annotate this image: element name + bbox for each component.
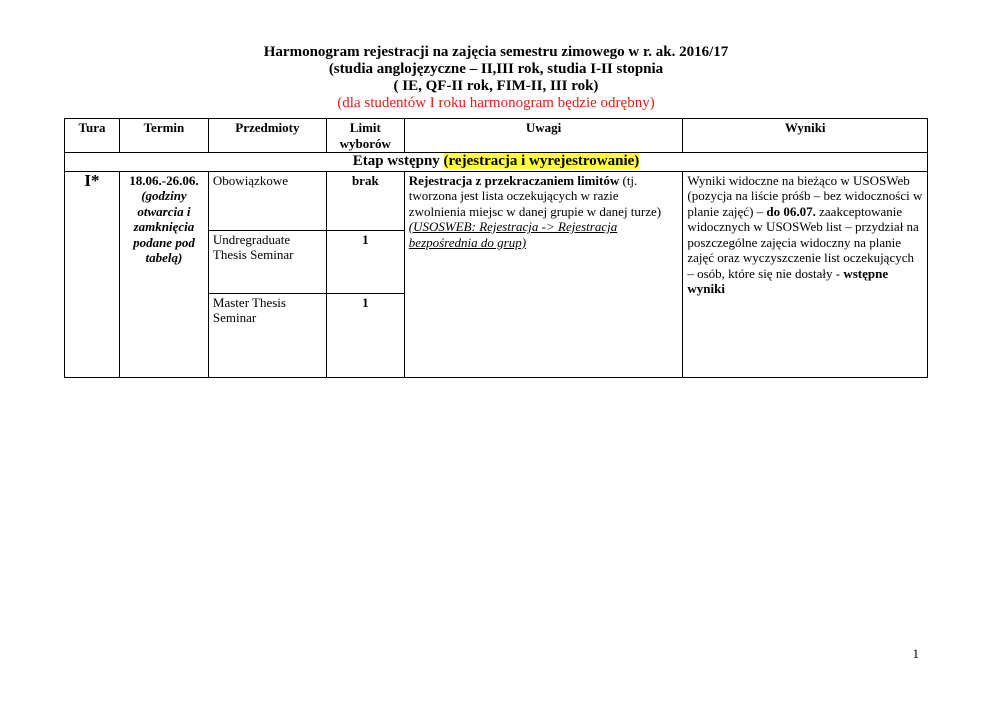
wyniki-text-1: Wyniki widoczne na bieżąco w USOSWeb (pozycja na liście próśb – bez widoczności w planie zajęć) – bbox=[687, 172, 923, 219]
uwagi-text: (tj. tworzona jest lista oczekujących w razie zwolnienia miejsc w danej grupie w danej turze) bbox=[408, 172, 662, 219]
uwagi-bold: Rejestracja z przekraczaniem limitów bbox=[408, 172, 620, 188]
termin-cell bbox=[119, 171, 208, 377]
title-line-1: Harmonogram rejestracji na zajęcia semestru zimowego w r. ak. 2016/17 bbox=[263, 44, 729, 60]
header-limit: Limit wyborów bbox=[326, 119, 404, 153]
header-przedmioty: Przedmioty bbox=[208, 119, 326, 153]
stage-prefix: Etap wstępny bbox=[352, 153, 440, 169]
header-wyniki: Wyniki bbox=[683, 119, 928, 153]
uwagi-cell bbox=[404, 171, 683, 377]
termin-date: 18.06.-26.06. bbox=[129, 172, 199, 188]
table-row bbox=[65, 171, 928, 230]
document-title bbox=[0, 44, 992, 112]
limit-cell: 1 bbox=[326, 230, 404, 293]
limit-cell: 1 bbox=[326, 293, 404, 377]
termin-note: (godziny otwarcia i zamknięcia podane pod tabelą) bbox=[133, 188, 195, 265]
subject-cell: Obowiązkowe bbox=[208, 171, 326, 230]
title-line-3: ( IE, QF-II rok, FIM-II, III rok) bbox=[393, 78, 599, 94]
limit-cell: brak bbox=[326, 171, 404, 230]
header-uwagi: Uwagi bbox=[404, 119, 683, 153]
stage-highlight: (rejestracja i wyrejestrowanie) bbox=[443, 153, 640, 169]
wyniki-bold-2: wstępne wyniki bbox=[687, 265, 889, 296]
wyniki-bold-1: do 06.07. bbox=[766, 203, 816, 219]
uwagi-link: (USOSWEB: Rejestracja -> Rejestracja bezpośrednia do grup) bbox=[408, 219, 618, 250]
page-number: 1 bbox=[912, 646, 919, 661]
header-row bbox=[65, 119, 928, 153]
title-line-4-note: (dla studentów I roku harmonogram będzie odrębny) bbox=[337, 95, 655, 111]
stage-row bbox=[65, 153, 928, 172]
subject-cell: Master Thesis Seminar bbox=[208, 293, 326, 377]
header-termin: Termin bbox=[119, 119, 208, 153]
wyniki-cell bbox=[683, 171, 928, 377]
wyniki-text-2: zaakceptowanie widocznych w USOSWeb list – przydział na poszczególne zajęcia widoczny na planie zajęć oraz wyczyszczenie list oczekujących – osób, które się nie dostały - bbox=[687, 203, 919, 281]
stage-cell bbox=[65, 153, 928, 172]
subject-cell: Undregraduate Thesis Seminar bbox=[208, 230, 326, 293]
schedule-table bbox=[64, 118, 928, 378]
header-tura: Tura bbox=[65, 119, 120, 153]
title-line-2: (studia anglojęzyczne – II,III rok, studia I-II stopnia bbox=[328, 61, 664, 77]
tura-cell: I* bbox=[65, 171, 120, 377]
